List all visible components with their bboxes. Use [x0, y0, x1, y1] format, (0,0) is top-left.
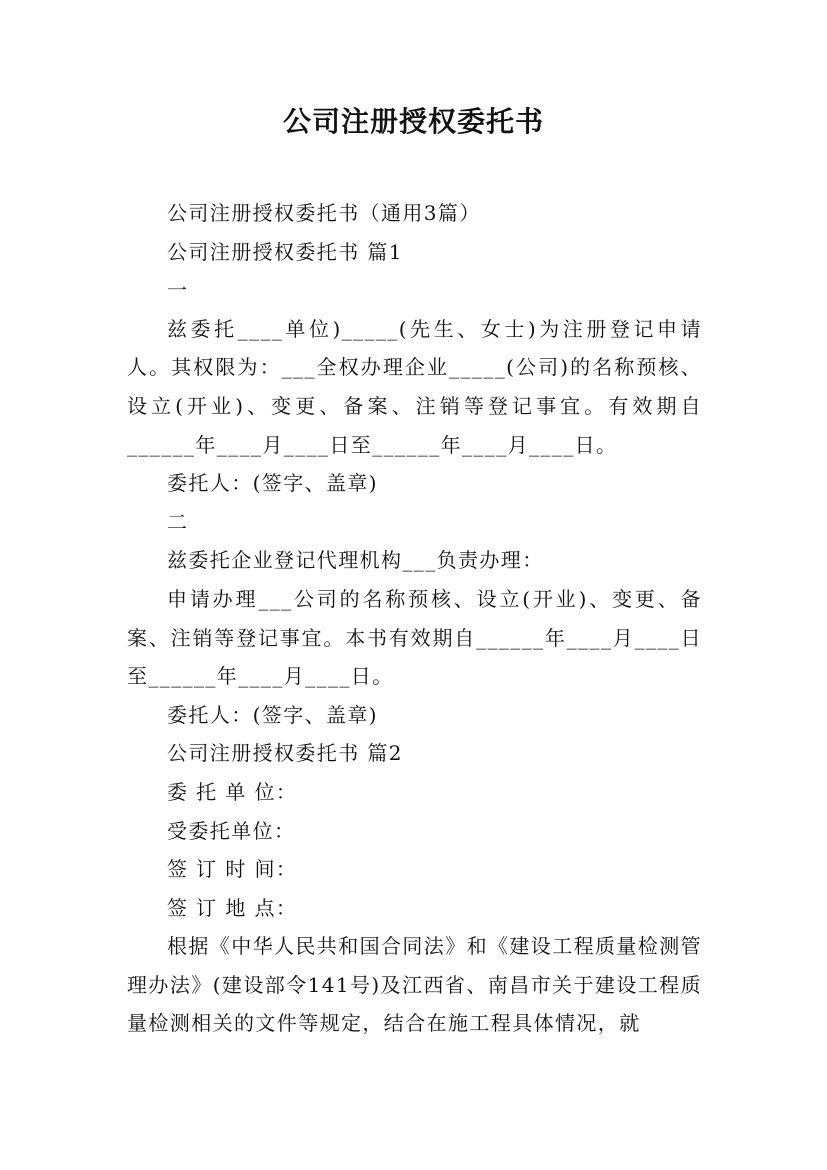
paragraph-authorization-1: 兹委托____单位)_____(先生、女士)为注册登记申请人。其权限为：___全权办理企业_____(公司)的名称预核、设立(开业)、变更、备案、注销等登记事宜。有效期自______年____月____日至______年____月____日。	[127, 316, 702, 457]
signature-line-2: 委托人：(签字、盖章)	[167, 702, 379, 727]
document-body	[127, 194, 702, 1043]
document-title: 公司注册授权委托书	[282, 105, 544, 138]
section-number-2: 二	[167, 509, 189, 534]
paragraph-authorization-2: 申请办理___公司的名称预核、设立(开业)、变更、备案、注销等登记事宜。本书有效期自______年____月____日至______年____月____日。	[127, 586, 702, 689]
field-signing-place: 签 订 地 点：	[167, 895, 298, 920]
paragraph-subtitle: 公司注册授权委托书（通用3篇）	[167, 201, 481, 225]
section-heading-1: 公司注册授权委托书 篇1	[167, 239, 403, 264]
field-entrusting-unit: 委 托 单 位：	[167, 779, 298, 804]
section-heading-2: 公司注册授权委托书 篇2	[167, 741, 403, 766]
paragraph-legal-basis: 根据《中华人民共和国合同法》和《建设工程质量检测管理办法》(建设部令141号)及江西省、南昌市关于建设工程质量检测相关的文件等规定，结合在施工程具体情况，就	[127, 934, 702, 1036]
field-entrusted-unit: 受委托单位：	[167, 818, 296, 843]
paragraph-agency: 兹委托企业登记代理机构___负责办理：	[167, 548, 544, 573]
signature-line-1: 委托人：(签字、盖章)	[167, 471, 379, 496]
field-signing-time: 签 订 时 间：	[167, 857, 298, 882]
section-number-1: 一	[167, 278, 189, 303]
